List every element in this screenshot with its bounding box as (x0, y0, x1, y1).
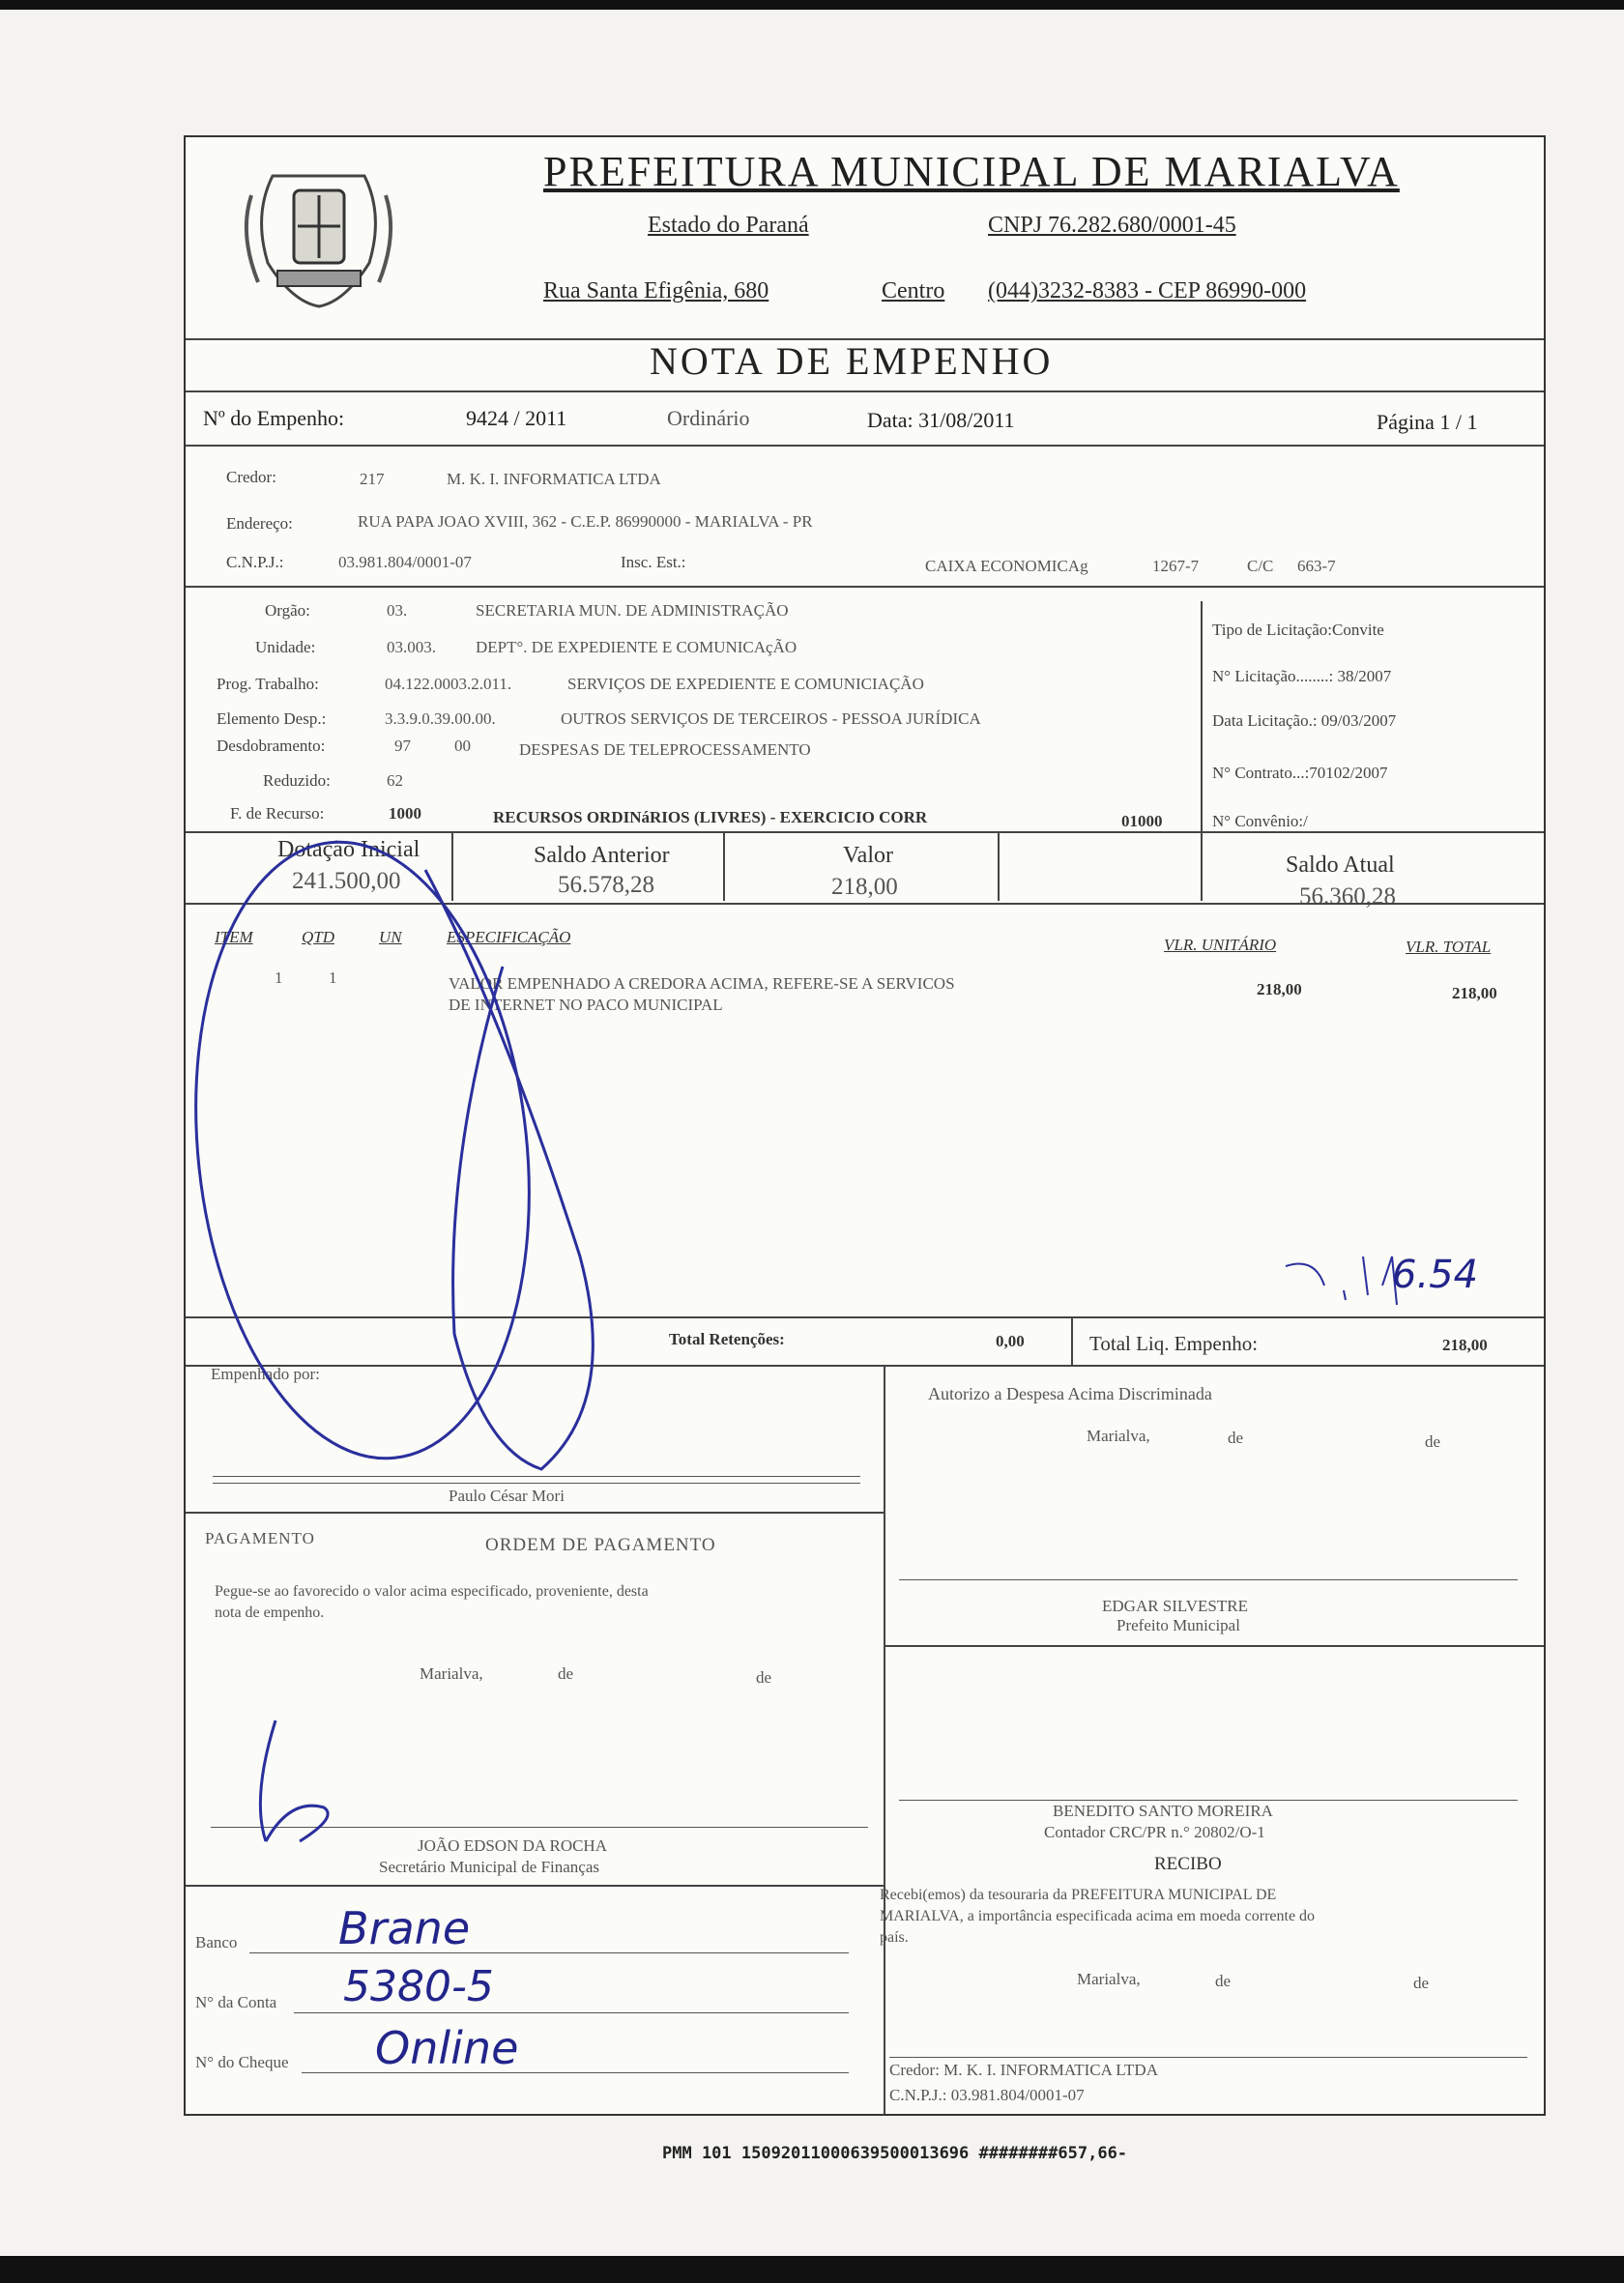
desdobramento-sub: 00 (454, 737, 471, 755)
banco-handwritten: Brane (338, 1902, 471, 1954)
recibo-marialva: Marialva, (1077, 1970, 1141, 1988)
empenho-number: 9424 / 2011 (466, 406, 567, 430)
prog-code: 04.122.0003.2.011. (385, 675, 512, 693)
fonte-code: 1000 (389, 804, 421, 823)
elemento-code: 3.3.9.0.39.00.00. (385, 709, 496, 728)
orgao-code: 03. (387, 601, 408, 620)
prog-name: SERVIÇOS DE EXPEDIENTE E COMUNICIAÇÃO (567, 675, 924, 693)
joao-name: JOÃO EDSON DA ROCHA (418, 1836, 607, 1855)
recibo-cnpj: C.N.P.J.: 03.981.804/0001-07 (889, 2086, 1085, 2104)
cheque-label: N° do Cheque (195, 2053, 289, 2071)
autorizo-de-2: de (1425, 1432, 1441, 1451)
numero-convenio: N° Convênio:/ (1212, 812, 1308, 830)
pagamento-label: PAGAMENTO (205, 1529, 315, 1547)
data-licitacao: Data Licitação.: 09/03/2007 (1212, 711, 1397, 730)
unidade-label: Unidade: (255, 638, 316, 656)
saldo-atual-label: Saldo Atual (1286, 853, 1395, 878)
empenho-label: Nº do Empenho: (203, 406, 345, 430)
pagamento-marialva: Marialva, (420, 1664, 483, 1683)
cnpj-header: CNPJ 76.282.680/0001-45 (988, 213, 1236, 238)
pagamento-de-2: de (756, 1668, 772, 1687)
fonte-name: RECURSOS ORDINáRIOS (LIVRES) - EXERCICIO CORR (493, 808, 928, 826)
retencoes-value: 0,00 (996, 1332, 1025, 1350)
paulo-name: Paulo César Mori (449, 1487, 565, 1505)
recibo-text-line1: Recebi(emos) da tesouraria da PREFEITURA MUNICIPAL DE (880, 1887, 1277, 1903)
conta-handwritten: 5380-5 (343, 1962, 494, 2011)
edgar-name: EDGAR SILVESTRE (1102, 1597, 1248, 1615)
benedito-name: BENEDITO SANTO MOREIRA (1053, 1802, 1273, 1820)
margin-note-strokes (1286, 1257, 1397, 1305)
recibo-de-2: de (1413, 1974, 1430, 1992)
ordem-pagamento: ORDEM DE PAGAMENTO (485, 1535, 716, 1555)
desdobramento-name: DESPESAS DE TELEPROCESSAMENTO (519, 740, 811, 759)
district: Centro (882, 278, 945, 303)
col-qtd: QTD (302, 928, 335, 946)
saldo-anterior-value: 56.578,28 (558, 872, 654, 898)
margin-note: 6.54 (1392, 1253, 1479, 1297)
dotacao-label: Dotação Inicial (277, 837, 420, 862)
unidade-name: DEPT°. DE EXPEDIENTE E COMUNICAçÃO (476, 638, 798, 656)
autorizo-marialva: Marialva, (1087, 1427, 1150, 1445)
fonte-sub: 01000 (1121, 812, 1163, 830)
pen-loop-mark (425, 870, 593, 1469)
autorizo-de-1: de (1228, 1429, 1244, 1447)
empenho-date: Data: 31/08/2011 (867, 408, 1015, 432)
item-qtd: 1 (329, 968, 337, 987)
joao-role: Secretário Municipal de Finanças (379, 1858, 600, 1876)
cnpj-label: C.N.P.J.: (226, 553, 284, 571)
banco-label: Banco (195, 1933, 238, 1951)
saldo-anterior-label: Saldo Anterior (534, 843, 670, 868)
orgao-label: Orgão: (265, 601, 310, 620)
liquido-label: Total Liq. Empenho: (1089, 1332, 1259, 1355)
numero-licitacao: N° Licitação........: 38/2007 (1212, 667, 1392, 685)
desdobramento-code: 97 (394, 737, 411, 755)
valor-label: Valor (843, 843, 893, 868)
recibo-label: RECIBO (1154, 1854, 1222, 1874)
col-un: UN (379, 928, 402, 946)
prefeitura-title: PREFEITURA MUNICIPAL DE MARIALVA (543, 148, 1400, 195)
autorizo-label: Autorizo a Despesa Acima Discriminada (928, 1384, 1212, 1403)
recibo-de-1: de (1215, 1972, 1232, 1990)
insc-est-label: Insc. Est.: (621, 553, 686, 571)
credor-code: 217 (360, 470, 385, 488)
elemento-label: Elemento Desp.: (217, 709, 327, 728)
dotacao-value: 241.500,00 (292, 868, 401, 894)
col-vlr-unitario: VLR. UNITÁRIO (1164, 936, 1277, 954)
empenhado-por-label: Empenhado por: (211, 1365, 320, 1383)
initials-signature (260, 1720, 328, 1841)
reduzido-label: Reduzido: (263, 771, 331, 790)
conta-label: N° da Conta (195, 1993, 277, 2011)
recibo-text-line2: MARIALVA, a importância especificada acima em moeda corrente do (880, 1908, 1316, 1924)
doc-title: NOTA DE EMPENHO (650, 339, 1054, 383)
page-number: Página 1 / 1 (1377, 410, 1478, 434)
edgar-role: Prefeito Municipal (1116, 1616, 1240, 1634)
liquido-value: 218,00 (1442, 1336, 1488, 1354)
retencoes-label: Total Retenções: (669, 1330, 785, 1348)
col-especificacao: ESPECIFICAÇÃO (447, 928, 571, 946)
col-item: ITEM (215, 928, 253, 946)
credor-name: M. K. I. INFORMATICA LTDA (447, 470, 661, 488)
empenho-type: Ordinário (667, 406, 750, 430)
desdobramento-label: Desdobramento: (217, 737, 326, 755)
recibo-credor: Credor: M. K. I. INFORMATICA LTDA (889, 2061, 1158, 2079)
footer-barcode-text: PMM 101 15092011000639500013696 ########657,66- (662, 2144, 1128, 2163)
item-number: 1 (275, 968, 283, 987)
pagamento-text-line2: nota de empenho. (215, 1604, 325, 1621)
numero-contrato: N° Contrato...:70102/2007 (1212, 764, 1388, 782)
phone-cep: (044)3232-8383 - CEP 86990-000 (988, 278, 1307, 303)
cnpj-value: 03.981.804/0001-07 (338, 553, 472, 571)
state-label: Estado do Paraná (648, 213, 809, 238)
item-desc-line1: VALOR EMPENHADO A CREDORA ACIMA, REFERE-SE A SERVICOS (449, 974, 955, 993)
cheque-handwritten: Online (375, 2022, 519, 2074)
cc-label: C/C (1247, 557, 1274, 575)
reduzido-code: 62 (387, 771, 403, 790)
recibo-text-line3: país. (880, 1929, 909, 1946)
prog-label: Prog. Trabalho: (217, 675, 319, 693)
unidade-code: 03.003. (387, 638, 436, 656)
endereco-label: Endereço: (226, 514, 293, 533)
item-desc-line2: DE INTERNET NO PACO MUNICIPAL (449, 996, 723, 1014)
tipo-licitacao: Tipo de Licitação:Convite (1212, 621, 1384, 639)
benedito-role: Contador CRC/PR n.° 20802/O-1 (1044, 1823, 1265, 1841)
bank-agency: 1267-7 (1152, 557, 1200, 575)
item-total-value: 218,00 (1452, 984, 1497, 1002)
bank-name: CAIXA ECONOMICAg (925, 557, 1088, 575)
saldo-atual-value: 56.360,28 (1299, 883, 1396, 910)
elemento-name: OUTROS SERVIÇOS DE TERCEIROS - PESSOA JURÍDICA (561, 709, 981, 728)
col-vlr-total: VLR. TOTAL (1406, 938, 1492, 956)
street-address: Rua Santa Efigênia, 680 (543, 278, 769, 303)
pagamento-de-1: de (558, 1664, 574, 1683)
endereco-value: RUA PAPA JOAO XVIII, 362 - C.E.P. 86990000 - MARIALVA - PR (358, 512, 813, 531)
orgao-name: SECRETARIA MUN. DE ADMINISTRAÇÃO (476, 601, 789, 620)
pagamento-text-line1: Pegue-se ao favorecido o valor acima especificado, proveniente, desta (215, 1583, 649, 1600)
pen-circle-mark (166, 825, 558, 1475)
valor-value: 218,00 (831, 874, 898, 900)
bank-account: 663-7 (1297, 557, 1336, 575)
fonte-label: F. de Recurso: (230, 804, 325, 823)
item-unit-value: 218,00 (1257, 980, 1302, 998)
credor-label: Credor: (226, 468, 276, 486)
